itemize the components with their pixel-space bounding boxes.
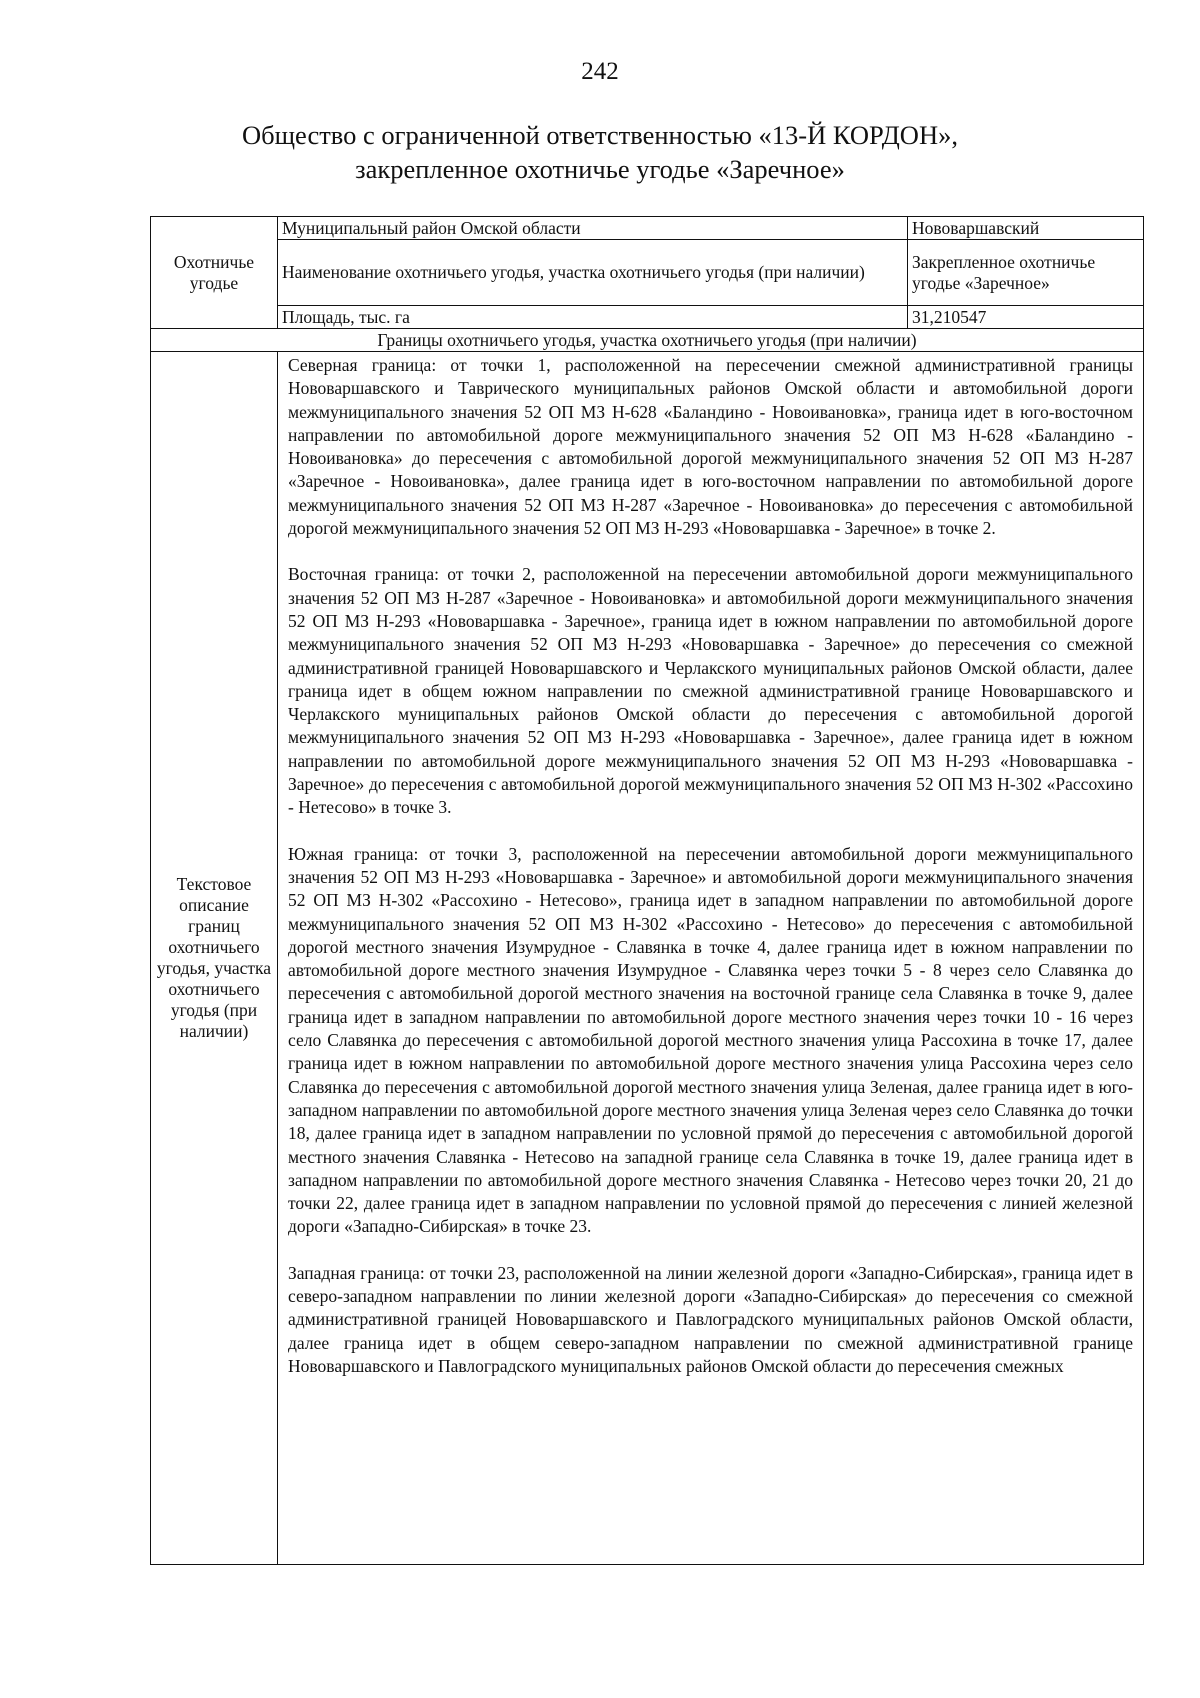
table-row xyxy=(151,306,1144,329)
description-label: Текстовое описание границ охотничьего угодья, участка охотничьего угодья (при наличии) xyxy=(151,352,278,1565)
eastern-boundary-text: Восточная граница: от точки 2, расположенной на пересечении автомобильной дороги межмуниципального значения 52 ОП МЗ Н-287 «Заречное - Новоивановка» и автомобильной дороги межмуниципального значения 52 ОП МЗ Н-293 «Нововаршавка - Заречное», граница идет в южном направлении по автомобильной дороге межмуниципального значения 52 ОП МЗ Н-293 «Нововаршавка - Заречное» до пересечения со смежной административной границей Нововаршавского и Черлакского муниципальных районов Омской области, далее граница идет в общем южном направлении по смежной административной границе Нововаршавского и Черлакского муниципальных районов Омской области до пересечения с автомобильной дорогой межмуниципального значения 52 ОП МЗ Н-293 «Нововаршавка - Заречное», далее граница идет в южном направлении по автомобильной дороге межмуниципального значения 52 ОП МЗ Н-293 «Нововаршавка - Заречное» до пересечения с автомобильной дорогой межмуниципального значения 52 ОП МЗ Н-302 «Рассохино - Нетесово» в точке 3. xyxy=(288,564,1133,818)
area-value: 31,210547 xyxy=(908,306,1144,329)
boundary-description xyxy=(278,352,1144,1565)
table-row xyxy=(151,352,1144,1565)
hunting-ground-table xyxy=(150,216,1144,1565)
ground-name-label: Наименование охотничьего угодья, участка охотничьего угодья (при наличии) xyxy=(278,240,908,306)
hunting-ground-label: Охотничье угодье xyxy=(151,217,278,329)
table-row xyxy=(151,329,1144,352)
document-title xyxy=(150,118,1050,186)
ground-name-value: Закрепленное охотничье угодье «Заречное» xyxy=(908,240,1144,306)
western-boundary-text: Западная граница: от точки 23, расположенной на линии железной дороги «Западно-Сибирская», граница идет в северо-западном направлении по линии железной дороги «Западно-Сибирская» до пересечения со смежной административной границей Нововаршавского и Павлоградского муниципальных районов Омской области, далее граница идет в общем северо-западном направлении по смежной административной границе Нововаршавского и Павлоградского муниципальных районов Омской области до пересечения смежных xyxy=(288,1262,1133,1376)
area-label: Площадь, тыс. га xyxy=(278,306,908,329)
district-value: Нововаршавский xyxy=(908,217,1144,240)
document-title-line-2: закрепленное охотничье угодье «Заречное» xyxy=(355,154,845,184)
southern-boundary-text: Южная граница: от точки 3, расположенной на пересечении автомобильной дороги межмуниципального значения 52 ОП МЗ Н-293 «Нововаршавка - Заречное» и автомобильной дороги межмуниципального значения 52 ОП МЗ Н-302 «Рассохино - Нетесово», граница идет в западном направлении по автомобильной дороге межмуниципального значения 52 ОП МЗ Н-302 «Рассохино - Нетесово» до пересечения с автомобильной дорогой местного значения Изумрудное - Славянка в точке 4, далее граница идет в южном направлении по автомобильной дороге местного значения Изумрудное - Славянка через точки 5 - 8 через село Славянка до пересечения с автомобильной дорогой местного значения на восточной границе села Славянка в точке 9, далее граница идет в западном направлении по автомобильной дороге местного значения через точки 10 - 16 через село Славянка до пересечения с автомобильной дорогой местного значения улица Рассохина в точке 17, далее граница идет в южном направлении по автомобильной дороге местного значения улица Рассохина через село Славянка до пересечения с автомобильной дорогой местного значения улица Зеленая, далее граница идет в юго-западном направлении по автомобильной дороге местного значения улица Зеленая через село Славянка до точки 18, далее граница идет в западном направлении по условной прямой до пересечения с автомобильной дорогой местного значения Славянка - Нетесово на западной границе села Славянка в точке 19, далее граница идет в западном направлении по автомобильной дороге местного значения Славянка - Нетесово через точки 20, 21 до точки 22, далее граница идет в западном направлении по условной прямой до пересечения с линией железной дороги «Западно-Сибирская» в точке 23. xyxy=(288,843,1133,1237)
northern-boundary-text: Северная граница: от точки 1, расположенной на пересечении смежной административной границы Нововаршавского и Таврического муниципальных районов Омской области и автомобильной дороги межмуниципального значения 52 ОП МЗ Н-628 «Баландино - Новоивановка», граница идет в юго-восточном направлении по автомобильной дороге межмуниципального значения 52 ОП МЗ Н-628 «Баландино - Новоивановка» до пересечения с автомобильной дорогой межмуниципального значения 52 ОП МЗ Н-287 «Заречное - Новоивановка», далее граница идет в юго-восточном направлении по автомобильной дороге межмуниципального значения 52 ОП МЗ Н-287 «Заречное - Новоивановка» до пересечения с автомобильной дорогой межмуниципального значения 52 ОП МЗ Н-293 «Нововаршавка - Заречное» в точке 2. xyxy=(288,355,1133,539)
table-row xyxy=(151,240,1144,306)
page-number: 242 xyxy=(581,58,619,85)
document-title-line-1: Общество с ограниченной ответственностью «13-Й КОРДОН», xyxy=(242,120,958,150)
table-row xyxy=(151,217,1144,240)
district-label: Муниципальный район Омской области xyxy=(278,217,908,240)
boundaries-heading: Границы охотничьего угодья, участка охотничьего угодья (при наличии) xyxy=(151,329,1144,352)
